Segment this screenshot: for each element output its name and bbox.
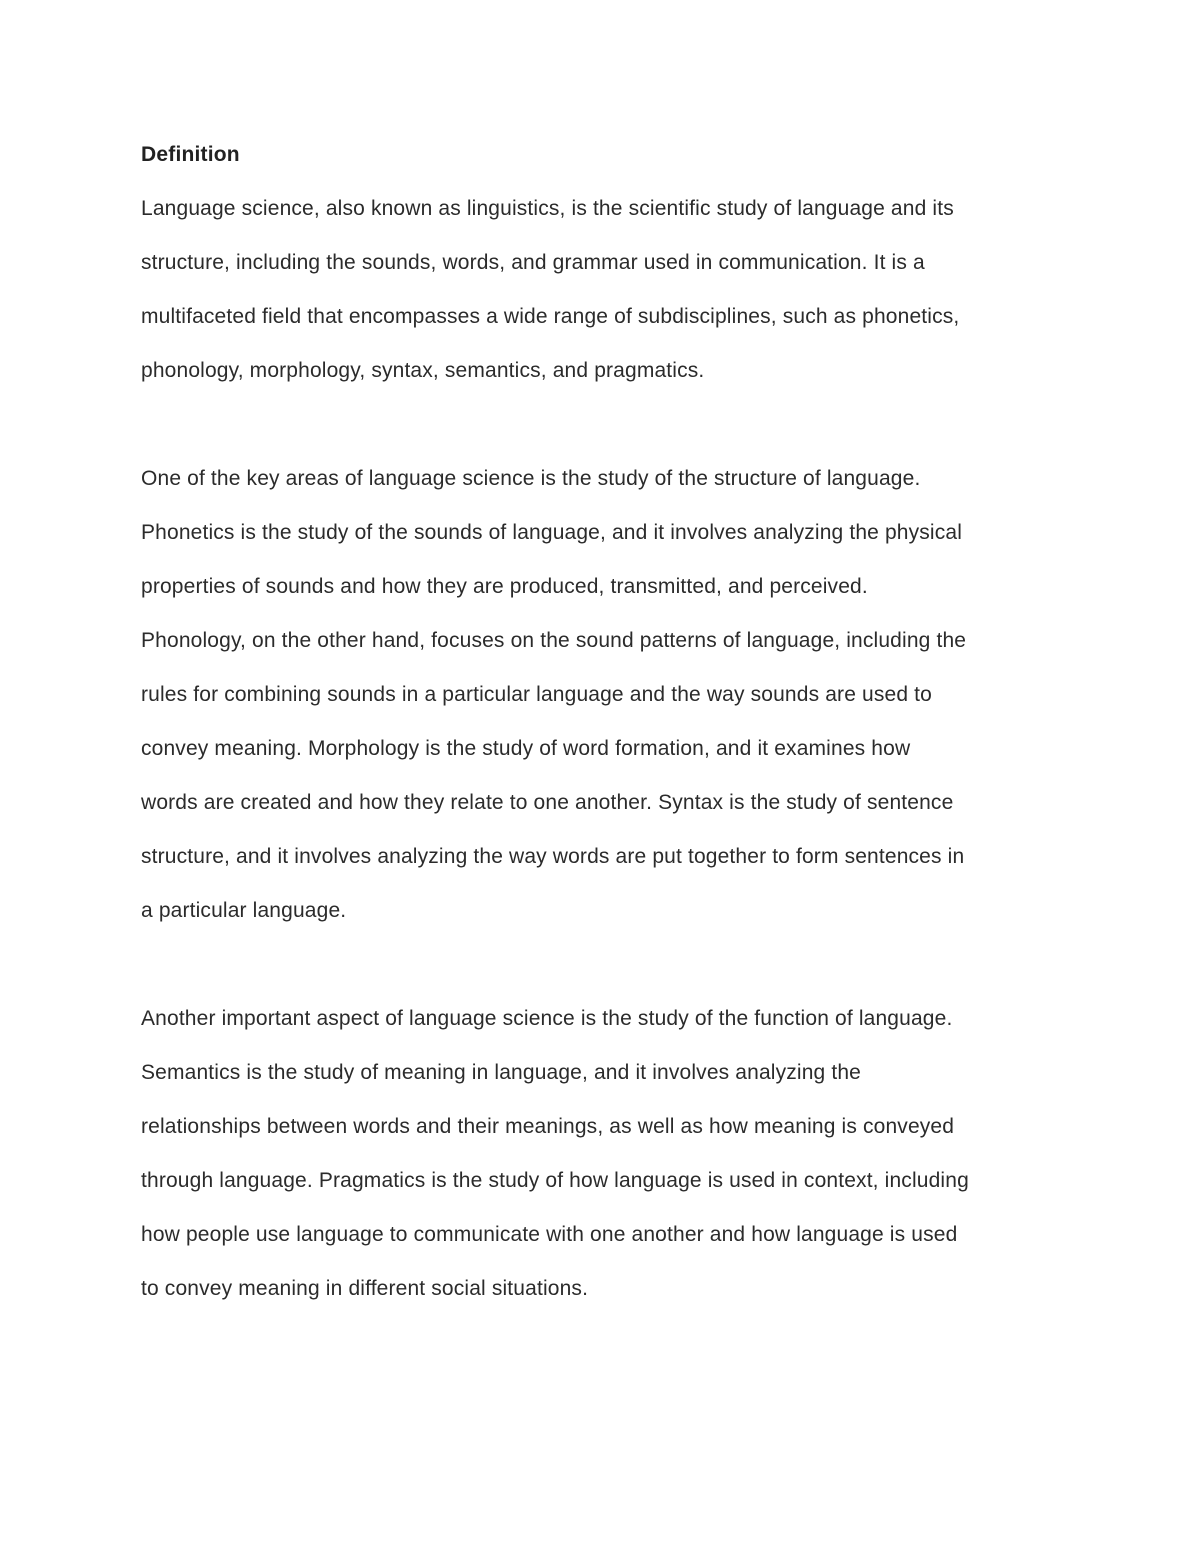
text-line: to convey meaning in different social situations.: [141, 1277, 589, 1300]
paragraph-definition: [141, 182, 1076, 398]
paragraph-function: [141, 992, 1076, 1316]
text-line: a particular language.: [141, 899, 347, 922]
text-line: convey meaning. Morphology is the study of word formation, and it examines how: [141, 737, 911, 760]
text-line: relationships between words and their meanings, as well as how meaning is conveyed: [141, 1115, 955, 1138]
text-line: structure, and it involves analyzing the way words are put together to form sentences in: [141, 845, 965, 868]
text-line: Semantics is the study of meaning in language, and it involves analyzing the: [141, 1061, 861, 1084]
text-line: Phonology, on the other hand, focuses on the sound patterns of language, including the: [141, 629, 967, 652]
section-heading: Definition: [141, 143, 240, 166]
text-line: through language. Pragmatics is the study of how language is used in context, including: [141, 1169, 969, 1192]
text-line: Phonetics is the study of the sounds of language, and it involves analyzing the physical: [141, 521, 963, 544]
text-line: Language science, also known as linguistics, is the scientific study of language and its: [141, 197, 954, 220]
paragraph-structure: [141, 452, 1076, 938]
text-line: One of the key areas of language science is the study of the structure of language.: [141, 467, 921, 490]
text-line: how people use language to communicate with one another and how language is used: [141, 1223, 958, 1246]
text-line: multifaceted field that encompasses a wide range of subdisciplines, such as phonetics,: [141, 305, 960, 328]
text-line: properties of sounds and how they are produced, transmitted, and perceived.: [141, 575, 868, 598]
text-line: words are created and how they relate to one another. Syntax is the study of sentence: [141, 791, 954, 814]
text-line: rules for combining sounds in a particular language and the way sounds are used to: [141, 683, 932, 706]
paragraph-spacer: [141, 398, 1076, 452]
document-body: [141, 128, 1076, 1316]
text-line: structure, including the sounds, words, and grammar used in communication. It is a: [141, 251, 925, 274]
paragraph-spacer: [141, 938, 1076, 992]
text-line: phonology, morphology, syntax, semantics, and pragmatics.: [141, 359, 705, 382]
text-line: Another important aspect of language science is the study of the function of language.: [141, 1007, 953, 1030]
